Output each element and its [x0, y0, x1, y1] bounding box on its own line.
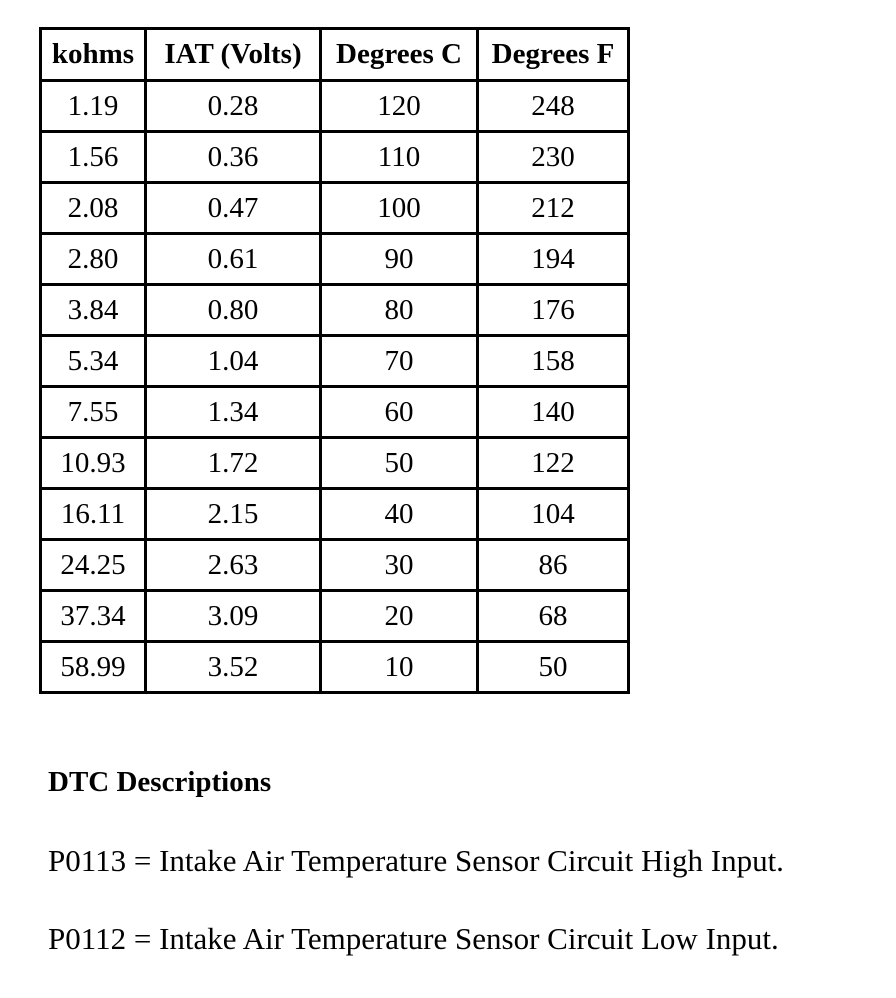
- cell-kohms: 1.19: [41, 81, 146, 132]
- cell-kohms: 7.55: [41, 387, 146, 438]
- cell-iat-volts: 3.52: [146, 642, 321, 693]
- cell-iat-volts: 2.63: [146, 540, 321, 591]
- cell-iat-volts: 1.34: [146, 387, 321, 438]
- cell-iat-volts: 1.04: [146, 336, 321, 387]
- cell-degrees-c: 20: [321, 591, 478, 642]
- dtc-heading: DTC Descriptions: [48, 766, 272, 798]
- cell-degrees-f: 50: [478, 642, 629, 693]
- table-row: [41, 183, 629, 234]
- table-row: [41, 591, 629, 642]
- cell-degrees-c: 70: [321, 336, 478, 387]
- table-row: [41, 132, 629, 183]
- cell-kohms: 2.08: [41, 183, 146, 234]
- cell-degrees-c: 10: [321, 642, 478, 693]
- table-row: [41, 81, 629, 132]
- cell-degrees-f: 194: [478, 234, 629, 285]
- cell-degrees-f: 230: [478, 132, 629, 183]
- table-header-row: [41, 29, 629, 81]
- header-kohms: kohms: [41, 29, 146, 81]
- cell-degrees-c: 60: [321, 387, 478, 438]
- cell-degrees-c: 90: [321, 234, 478, 285]
- table-row: [41, 234, 629, 285]
- cell-kohms: 2.80: [41, 234, 146, 285]
- cell-degrees-f: 122: [478, 438, 629, 489]
- cell-kohms: 24.25: [41, 540, 146, 591]
- cell-kohms: 3.84: [41, 285, 146, 336]
- header-iat-volts: IAT (Volts): [146, 29, 321, 81]
- cell-iat-volts: 2.15: [146, 489, 321, 540]
- cell-degrees-f: 86: [478, 540, 629, 591]
- table-row: [41, 336, 629, 387]
- cell-iat-volts: 1.72: [146, 438, 321, 489]
- cell-kohms: 58.99: [41, 642, 146, 693]
- cell-iat-volts: 0.47: [146, 183, 321, 234]
- table-row: [41, 285, 629, 336]
- cell-degrees-f: 248: [478, 81, 629, 132]
- cell-degrees-f: 104: [478, 489, 629, 540]
- cell-iat-volts: 0.28: [146, 81, 321, 132]
- table-row: [41, 489, 629, 540]
- cell-degrees-c: 50: [321, 438, 478, 489]
- cell-kohms: 10.93: [41, 438, 146, 489]
- cell-degrees-c: 80: [321, 285, 478, 336]
- cell-degrees-c: 110: [321, 132, 478, 183]
- cell-degrees-c: 120: [321, 81, 478, 132]
- header-degrees-f: Degrees F: [478, 29, 629, 81]
- cell-degrees-c: 100: [321, 183, 478, 234]
- cell-iat-volts: 0.36: [146, 132, 321, 183]
- cell-degrees-f: 140: [478, 387, 629, 438]
- iat-sensor-table: [39, 27, 630, 694]
- cell-degrees-f: 176: [478, 285, 629, 336]
- cell-iat-volts: 0.80: [146, 285, 321, 336]
- cell-degrees-c: 40: [321, 489, 478, 540]
- cell-kohms: 1.56: [41, 132, 146, 183]
- table-row: [41, 438, 629, 489]
- table-row: [41, 642, 629, 693]
- dtc-description-p0112: P0112 = Intake Air Temperature Sensor Circuit Low Input.: [48, 921, 779, 956]
- dtc-description-p0113: P0113 = Intake Air Temperature Sensor Circuit High Input.: [48, 843, 784, 878]
- cell-kohms: 37.34: [41, 591, 146, 642]
- table-row: [41, 540, 629, 591]
- cell-iat-volts: 0.61: [146, 234, 321, 285]
- table-row: [41, 387, 629, 438]
- cell-degrees-c: 30: [321, 540, 478, 591]
- cell-kohms: 5.34: [41, 336, 146, 387]
- header-degrees-c: Degrees C: [321, 29, 478, 81]
- cell-degrees-f: 158: [478, 336, 629, 387]
- cell-kohms: 16.11: [41, 489, 146, 540]
- cell-iat-volts: 3.09: [146, 591, 321, 642]
- cell-degrees-f: 68: [478, 591, 629, 642]
- cell-degrees-f: 212: [478, 183, 629, 234]
